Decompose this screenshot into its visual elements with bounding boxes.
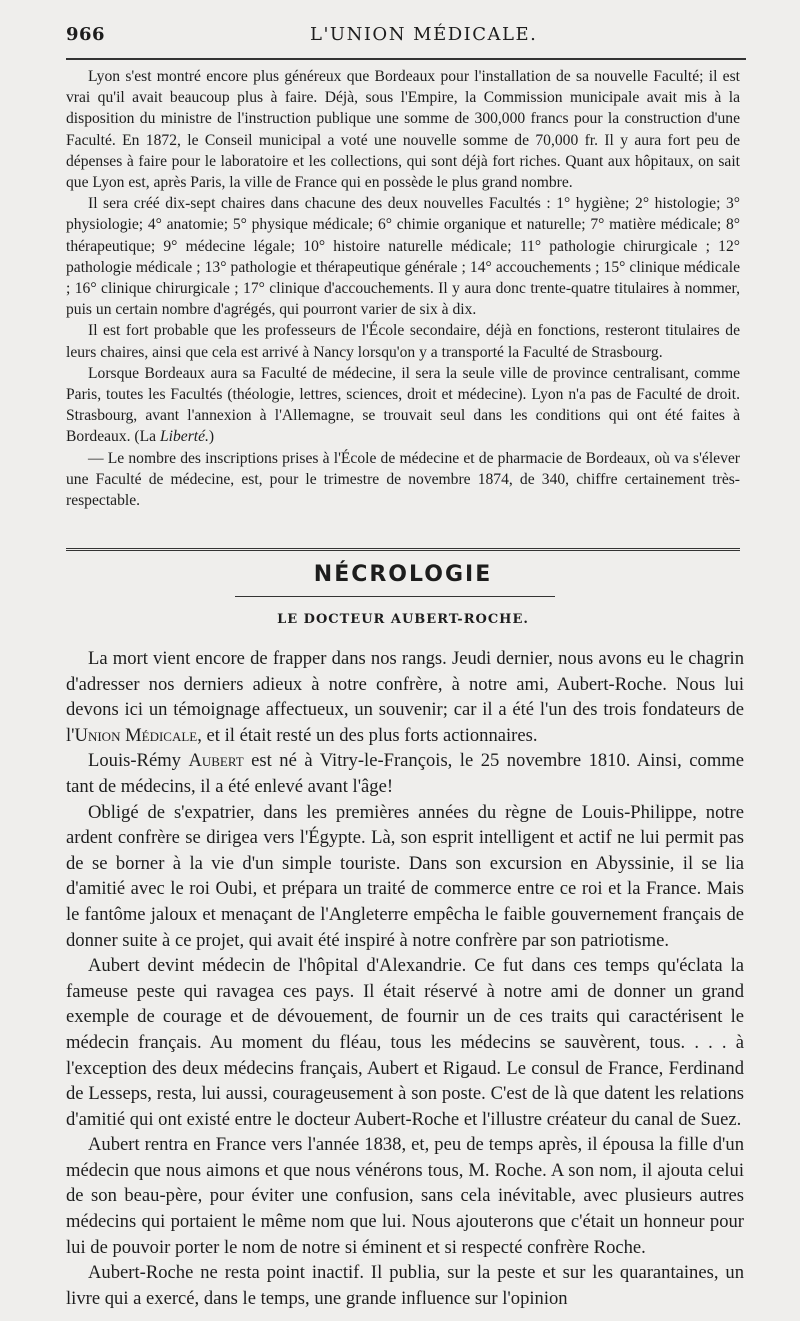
news-paragraph-text: Lorsque Bordeaux aura sa Faculté de médecine, il sera la seule ville de province centralisant, comme Paris, toutes les Facultés (théologie, lettres, sciences, droit et médecine). Lyon n'a pas de Faculté de droit. Strasbourg, avant l'annexion à l'Allemagne, se trouvait seul dans les conditions qui ont été faites à Bordeaux. (66, 364, 740, 446)
source-prefix: (La (130, 428, 160, 446)
article-text: , et il était resté un des plus forts actionnaires. (197, 724, 538, 746)
news-paragraph (66, 363, 740, 448)
news-paragraph: — Le nombre des inscriptions prises à l'École de médecine et de pharmacie de Bordeaux, où va s'élever une Faculté de médecine, est, pour le trimestre de novembre 1874, de 340, chiffre certainement très-respectable. (66, 449, 740, 510)
section-divider (66, 548, 740, 551)
source-suffix: ) (208, 428, 215, 446)
news-section (66, 66, 740, 511)
source-name: Liberté. (159, 428, 209, 446)
article-text: La mort vient encore de frapper dans nos rangs. Jeudi dernier, nous avons eu le chagrin d'adresser nos derniers adieux à notre confrère, à notre ami, Aubert-Roche. Nous lui devons ici un témoignage affectueux, un souvenir; car il a été l'un des trois fondateurs de l' (66, 648, 744, 746)
header-rule (66, 58, 746, 60)
title-rule (235, 596, 555, 597)
article-paragraph: Aubert-Roche ne resta point inactif. Il publia, sur la peste et sur les quarantaines, un livre qui a exercé, dans le temps, une grande influence sur l'opinion (66, 1262, 744, 1309)
article-paragraph: Obligé de s'expatrier, dans les premières années du règne de Louis-Philippe, notre ardent confrère se dirigea vers l'Égypte. Là, son esprit intelligent et actif ne lui permit pas de se borner à la vie d'un simple touriste. Dans son excursion en Abyssinie, il se lia d'amitié avec le roi Oubi, et prépara un traité de commerce entre ce roi et la France. Mais le fantôme jaloux et menaçant de l'Angleterre empêcha le faible gouvernement français de donner suite à ce projet, qui avait été inspiré à notre confrère par son patriotisme. (66, 801, 744, 951)
section-title: NÉCROLOGIE (313, 562, 493, 587)
article-text: est né à Vitry-le-François, le 25 novembre 1810. Ainsi, comme tant de médecins, il a été enlevé avant l'âge! (66, 750, 745, 797)
article-paragraph (66, 748, 744, 799)
article-subtitle: LE DOCTEUR AUBERT-ROCHE. (277, 612, 529, 627)
page-number: 966 (66, 24, 106, 45)
page-header (66, 24, 740, 58)
news-paragraph: Il sera créé dix-sept chaires dans chacune des deux nouvelles Facultés : 1° hygiène; 2° histologie; 3° physiologie; 4° anatomie; 5° physique médicale; 6° chimie organique et naturelle; 7° matière médicale; 8° thérapeutique; 9° médecine légale; 10° histoire naturelle médicale; 11° pathologie chirurgicale ; 12° pathologie médicale ; 13° pathologie et thérapeutique générale ; 14° accouchements ; 15° clinique médicale ; 16° clinique chirurgicale ; 17° clinique d'accouchements. Il y aura donc trente-quatre titulaires à nommer, puis un certain nombre d'agrégés, qui pourront varier de six à dix. (66, 195, 740, 319)
article-paragraph: Aubert rentra en France vers l'année 1838, et, peu de temps après, il épousa la fille d'un médecin que nous aimons et que nous vénérons tous, M. Roche. A son nom, il ajouta celui de son beau-père, pour éviter une confusion, sans cela inévitable, avec plusieurs autres médecins qui portaient le même nom que lui. Nous ajouterons que c'était un honneur pour lui de pouvoir porter le nom de notre si éminent et si respecté confrère Roche. (66, 1134, 744, 1258)
article-paragraph (66, 646, 744, 748)
news-paragraph: Il est fort probable que les professeurs de l'École secondaire, déjà en fonctions, resteront titulaires de leurs chaires, ainsi que cela est arrivé à Nancy lorsqu'on y a transporté la Faculté de Strasbourg. (66, 322, 740, 361)
article-text: Louis-Rémy (88, 750, 189, 772)
journal-name: Union Médicale (74, 724, 198, 746)
necrology-article (66, 646, 744, 1311)
news-paragraph: Lyon s'est montré encore plus généreux que Bordeaux pour l'installation de sa nouvelle Faculté; il est vrai qu'il avait beaucoup plus à faire. Déjà, sous l'Empire, la Commission municipale avait mis à la disposition du ministre de l'instruction publique une somme de 300,000 francs pour la construction d'une Faculté. En 1872, le Conseil municipal a voté une nouvelle somme de 70,000 fr. Il y aura fort peu de dépenses à faire pour le laboratoire et les collections, qui sont déjà fort riches. Quant aux hôpitaux, on sait que Lyon est, après Paris, la ville de France qui en possède le plus grand nombre. (66, 68, 740, 192)
surname: Aubert (188, 750, 244, 772)
article-paragraph: Aubert devint médecin de l'hôpital d'Alexandrie. Ce fut dans ces temps qu'éclata la fameuse peste qui ravagea ces pays. Il était réservé à notre ami de donner un grand exemple de courage et de dévouement, de fournir un de ces traits qui caractérisent le médecin français. Au moment du fléau, tous les médecins se sauvèrent, tous. . . . à l'exception des deux médecins français, Aubert et Rigaud. Le consul de France, Ferdinand de Lesseps, resta, lui aussi, courageusement à son poste. C'est de là que datent les relations d'amitié qui ont existé entre le docteur Aubert-Roche et l'illustre créateur du canal de Suez. (66, 955, 744, 1130)
running-title: L'UNION MÉDICALE. (310, 24, 538, 45)
